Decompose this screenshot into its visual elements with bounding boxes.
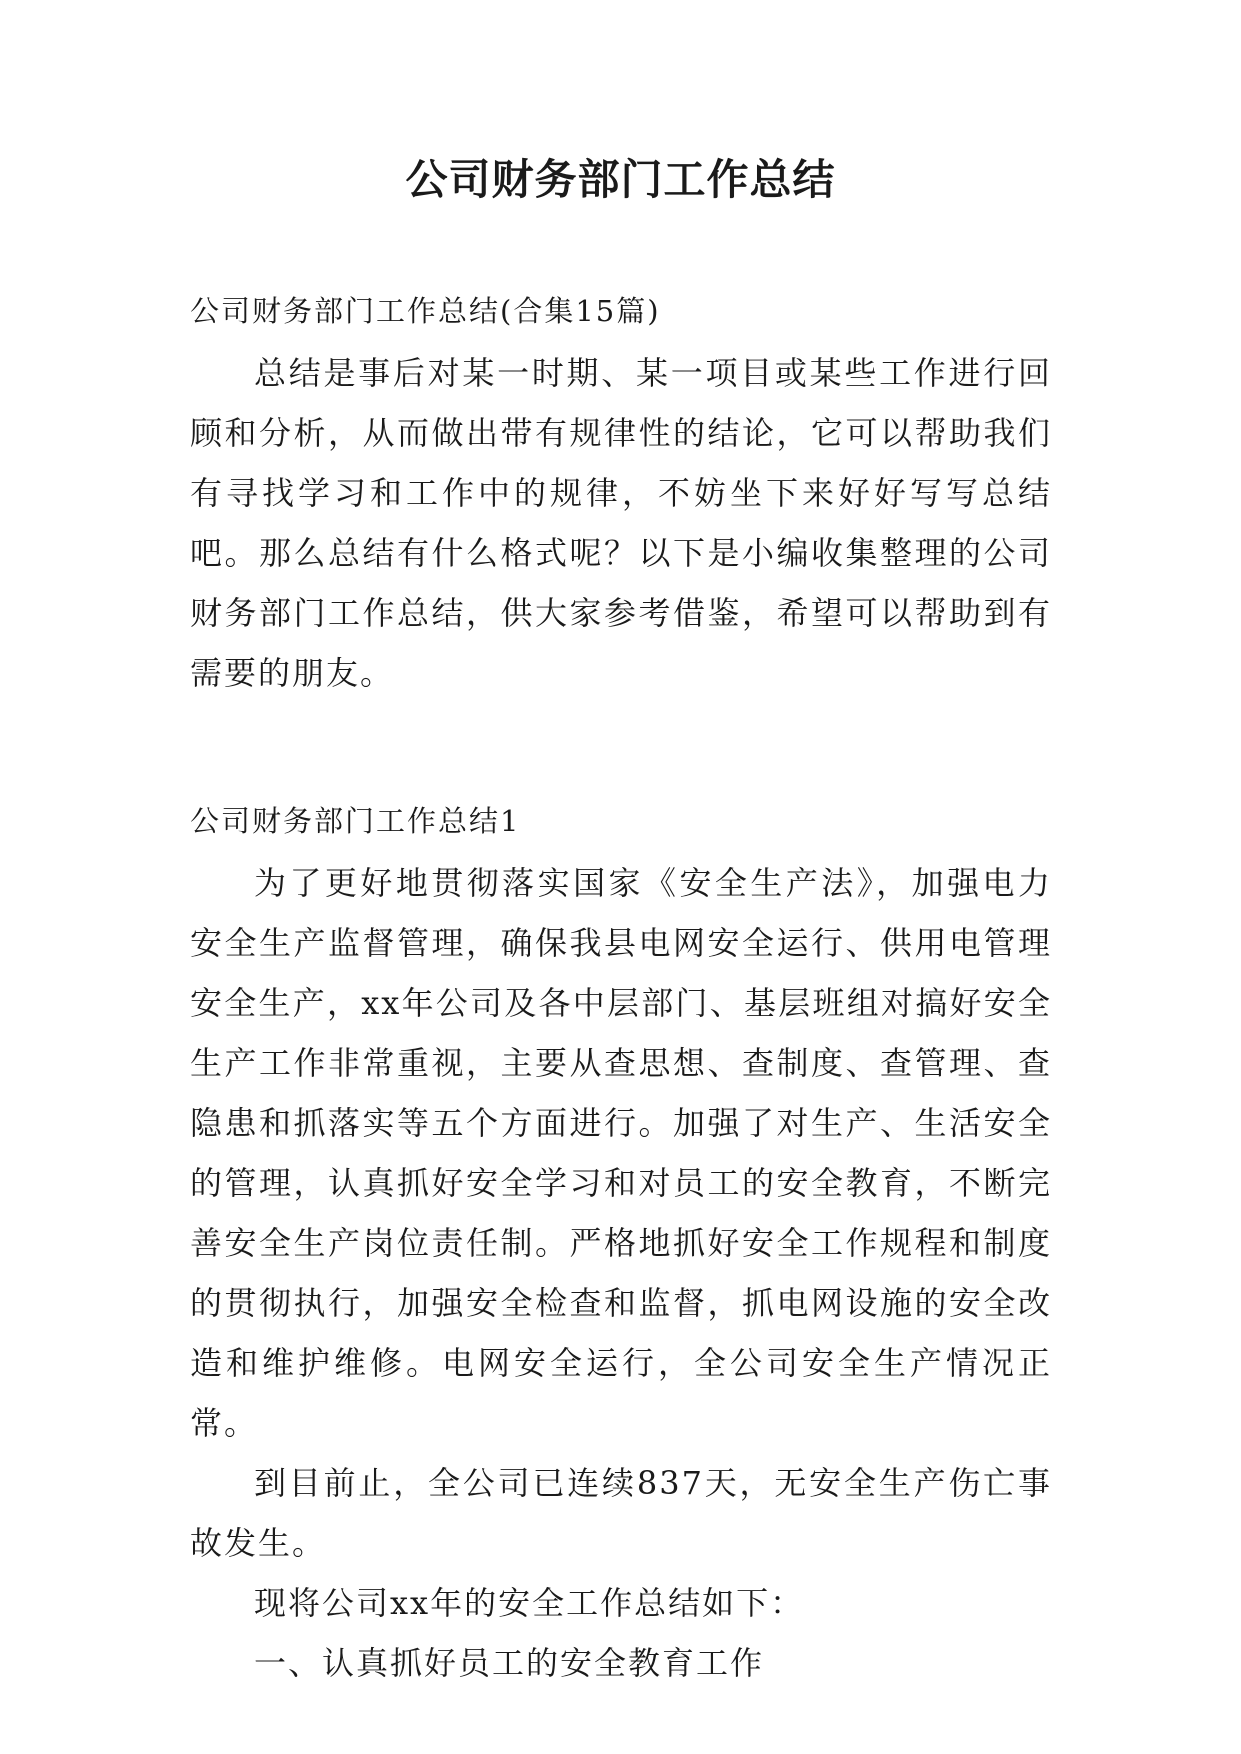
section-spacer xyxy=(190,703,1052,797)
spacer xyxy=(190,845,1052,853)
intro-heading: 公司财务部门工作总结(合集15篇) xyxy=(190,294,661,328)
intro-paragraph: 总结是事后对某一时期、某一项目或某些工作进行回顾和分析，从而做出带有规律性的结论，它可以帮助我们有寻找学习和工作中的规律，不妨坐下来好好写写总结吧。那么总结有什么格式呢？以下是小编收集整理的公司财务部门工作总结，供大家参考借鉴，希望可以帮助到有需要的朋友。 xyxy=(190,354,1052,692)
section-1-paragraph-4: 一、认真抓好员工的安全教育工作 xyxy=(254,1644,765,1682)
section-1-paragraph-1: 为了更好地贯彻落实国家《安全生产法》，加强电力安全生产监督管理，确保我县电网安全运行、供用电管理安全生产，xx年公司及各中层部门、基层班组对搞好安全生产工作非常重视，主要从查思想、查制度、查管理、查隐患和抓落实等五个方面进行。加强了对生产、生活安全的管理，认真抓好安全学习和对员工的安全教育，不断完善安全生产岗位责任制。严格地抓好安全工作规程和制度的贯彻执行，加强安全检查和监督，抓电网设施的安全改造和维护维修。电网安全运行，全公司安全生产情况正常。 xyxy=(190,864,1052,1442)
document-title: 公司财务部门工作总结 xyxy=(405,155,836,204)
section-1-heading: 公司财务部门工作总结1 xyxy=(190,804,521,838)
spacer xyxy=(190,335,1052,343)
section-1-paragraph-3: 现将公司xx年的安全工作总结如下： xyxy=(254,1584,805,1622)
section-1-paragraph-2: 到目前止，全公司已连续837天，无安全生产伤亡事故发生。 xyxy=(190,1464,1052,1562)
document-body xyxy=(190,287,1052,1693)
